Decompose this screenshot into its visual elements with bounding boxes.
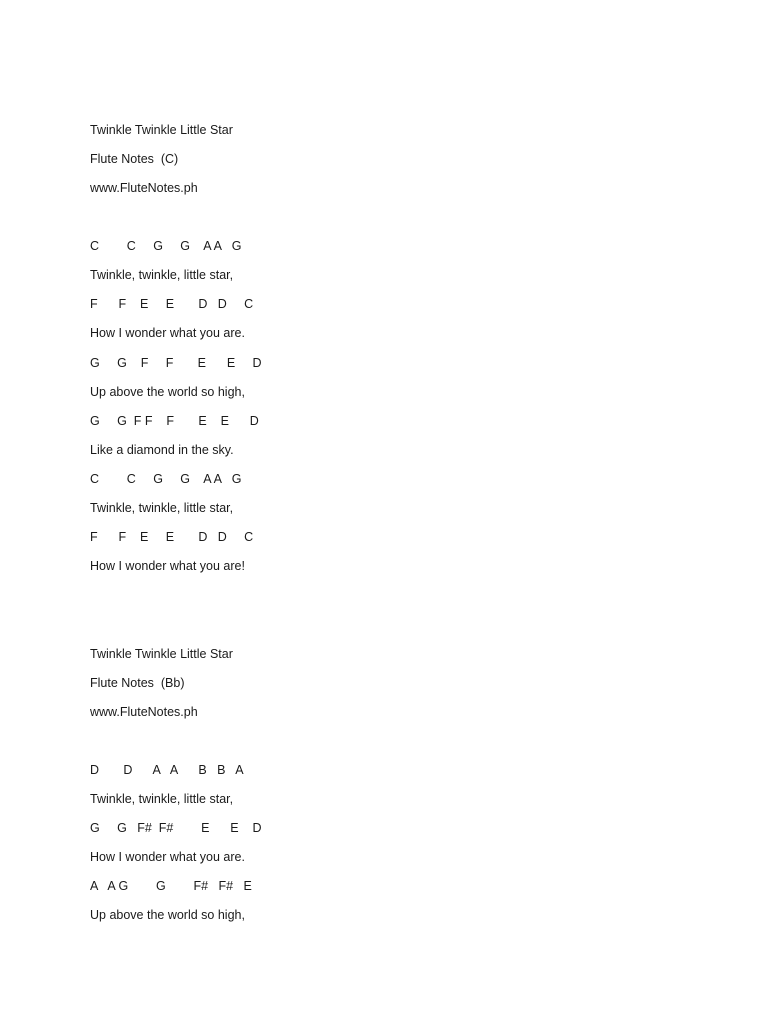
- notes-line: F F E E D D C: [90, 530, 254, 544]
- song-title: Twinkle Twinkle Little Star: [90, 123, 233, 137]
- notes-line: C C G G A A G: [90, 472, 242, 486]
- lyric-line: How I wonder what you are.: [90, 850, 245, 864]
- notes-line: A A G G F# F# E: [90, 879, 252, 893]
- song-title: Twinkle Twinkle Little Star: [90, 647, 233, 661]
- lyric-line: Up above the world so high,: [90, 385, 245, 399]
- notes-line: C C G G A A G: [90, 239, 242, 253]
- lyric-line: Twinkle, twinkle, little star,: [90, 501, 234, 515]
- notes-line: G G F# F# E E D: [90, 821, 262, 835]
- website-link[interactable]: www.FluteNotes.ph: [90, 705, 198, 719]
- key-subtitle: Flute Notes (Bb): [90, 676, 185, 690]
- website-link[interactable]: www.FluteNotes.ph: [90, 181, 198, 195]
- notes-line: D D A A B B A: [90, 763, 244, 777]
- lyric-line: Twinkle, twinkle, little star,: [90, 792, 234, 806]
- lyric-line: Like a diamond in the sky.: [90, 443, 234, 457]
- key-subtitle: Flute Notes (C): [90, 152, 179, 166]
- lyric-line: Up above the world so high,: [90, 908, 245, 922]
- notes-line: G G F F F E E D: [90, 414, 259, 428]
- lyric-line: How I wonder what you are!: [90, 559, 245, 573]
- notes-line: G G F F E E D: [90, 356, 262, 370]
- lyric-line: How I wonder what you are.: [90, 326, 245, 340]
- lyric-line: Twinkle, twinkle, little star,: [90, 268, 234, 282]
- notes-line: F F E E D D C: [90, 297, 254, 311]
